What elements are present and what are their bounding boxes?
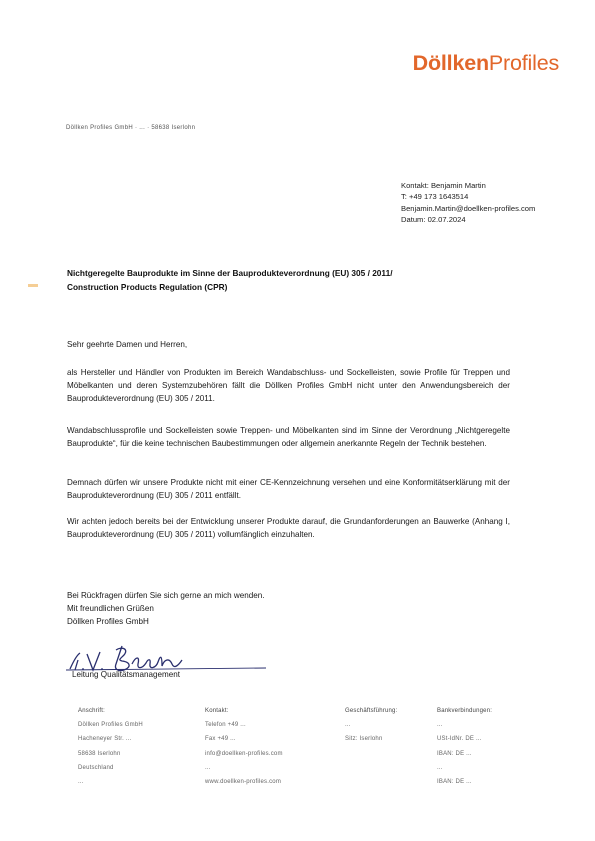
footer-line: www.doellken-profiles.com (205, 779, 282, 786)
footer-line: Fax +49 ... (205, 736, 236, 743)
contact-email: Benjamin.Martin@doellken-profiles.com (401, 203, 536, 213)
paragraph: Demnach dürfen wir unsere Produkte nicht mit einer CE-Kennzeichnung versehen und eine Konformitätserklärung mit der Bauprodukteverordnung (EU) 305 / 2011 entfällt. (67, 478, 510, 501)
footer-management (345, 704, 397, 747)
sender-address-line: Döllken Profiles GmbH · ... · 58638 Iserlohn (66, 125, 196, 131)
footer-address (78, 704, 143, 789)
footer-line: 58638 Iserlohn (78, 750, 121, 757)
letter-subject (67, 266, 393, 294)
footer-line: Sitz: Iserlohn (345, 736, 383, 743)
footer-line: info@doellken-profiles.com (205, 750, 283, 757)
footer-line: Hacheneyer Str. ... (78, 736, 132, 743)
footer-line: ... (437, 764, 443, 771)
footer-line: IBAN: DE ... (437, 779, 472, 786)
closing-block (67, 590, 265, 628)
subject-line-1: Nichtgeregelte Bauprodukte im Sinne der Bauprodukteverordnung (EU) 305 / 2011/ (67, 268, 393, 278)
closing-line-1: Bei Rückfragen dürfen Sie sich gerne an mich wenden. (67, 591, 265, 600)
closing-line-2: Mit freundlichen Grüßen (67, 603, 154, 613)
footer-address-heading: Anschrift: (78, 708, 106, 714)
footer-line: Deutschland (78, 764, 114, 771)
contact-phone: T: +49 173 1643514 (401, 192, 469, 202)
paragraph: als Hersteller und Händler von Produkten im Bereich Wandabschluss- und Sockelleisten, sowie Profile für Treppen und Möbelkanten und deren Systemzubehören fällt die Döllken Profiles GmbH nicht unter den Anwendungsbereich der Bauprodukteverordnung (EU) 305 / 2011. (67, 368, 510, 404)
fold-mark (28, 284, 38, 287)
subject-line-2: Construction Products Regulation (CPR) (67, 282, 228, 292)
company-logo (413, 51, 559, 76)
greeting: Sehr geehrte Damen und Herren, (67, 340, 188, 349)
paragraph: Wir achten jedoch bereits bei der Entwicklung unserer Produkte darauf, die Grundanforderungen an Bauwerke (Anhang I, Bauprodukteverordnung (EU) 305 / 2011) vollumfänglich einzuhalten. (67, 517, 510, 540)
footer-line: ... (437, 722, 443, 729)
footer-line: USt-IdNr. DE ... (437, 736, 482, 743)
closing-line-3: Döllken Profiles GmbH (67, 616, 149, 626)
paragraph: Wandabschlussprofile und Sockelleisten sowie Treppen- und Möbelkanten sind im Sinne der Verordnung „Nichtgeregelte Bauprodukte“, für die keine technischen Baubestimmungen oder allgemein anerkannte Regeln der Technik bestehen. (67, 426, 510, 449)
footer-contact-heading: Kontakt: (205, 708, 229, 714)
logo-suffix: Profiles (488, 51, 559, 75)
footer-line: ... (345, 722, 351, 729)
contact-name: Kontakt: Benjamin Martin (401, 181, 486, 190)
footer-line: IBAN: DE ... (437, 750, 472, 757)
footer-line: Telefon +49 ... (205, 722, 246, 729)
footer-line: ... (205, 764, 211, 771)
footer-bank-heading: Bankverbindungen: (437, 708, 493, 714)
letter-date: Datum: 02.07.2024 (401, 214, 466, 224)
logo-brand: Döllken (412, 51, 489, 75)
footer-management-heading: Geschäftsführung: (345, 708, 398, 714)
footer-line: Döllken Profiles GmbH (78, 722, 143, 729)
footer-line: ... (78, 779, 84, 786)
contact-block (401, 180, 535, 225)
footer-bank (437, 704, 492, 789)
footer-contact (205, 704, 283, 789)
signatory-role: Leitung Qualitätsmanagement (72, 670, 180, 679)
